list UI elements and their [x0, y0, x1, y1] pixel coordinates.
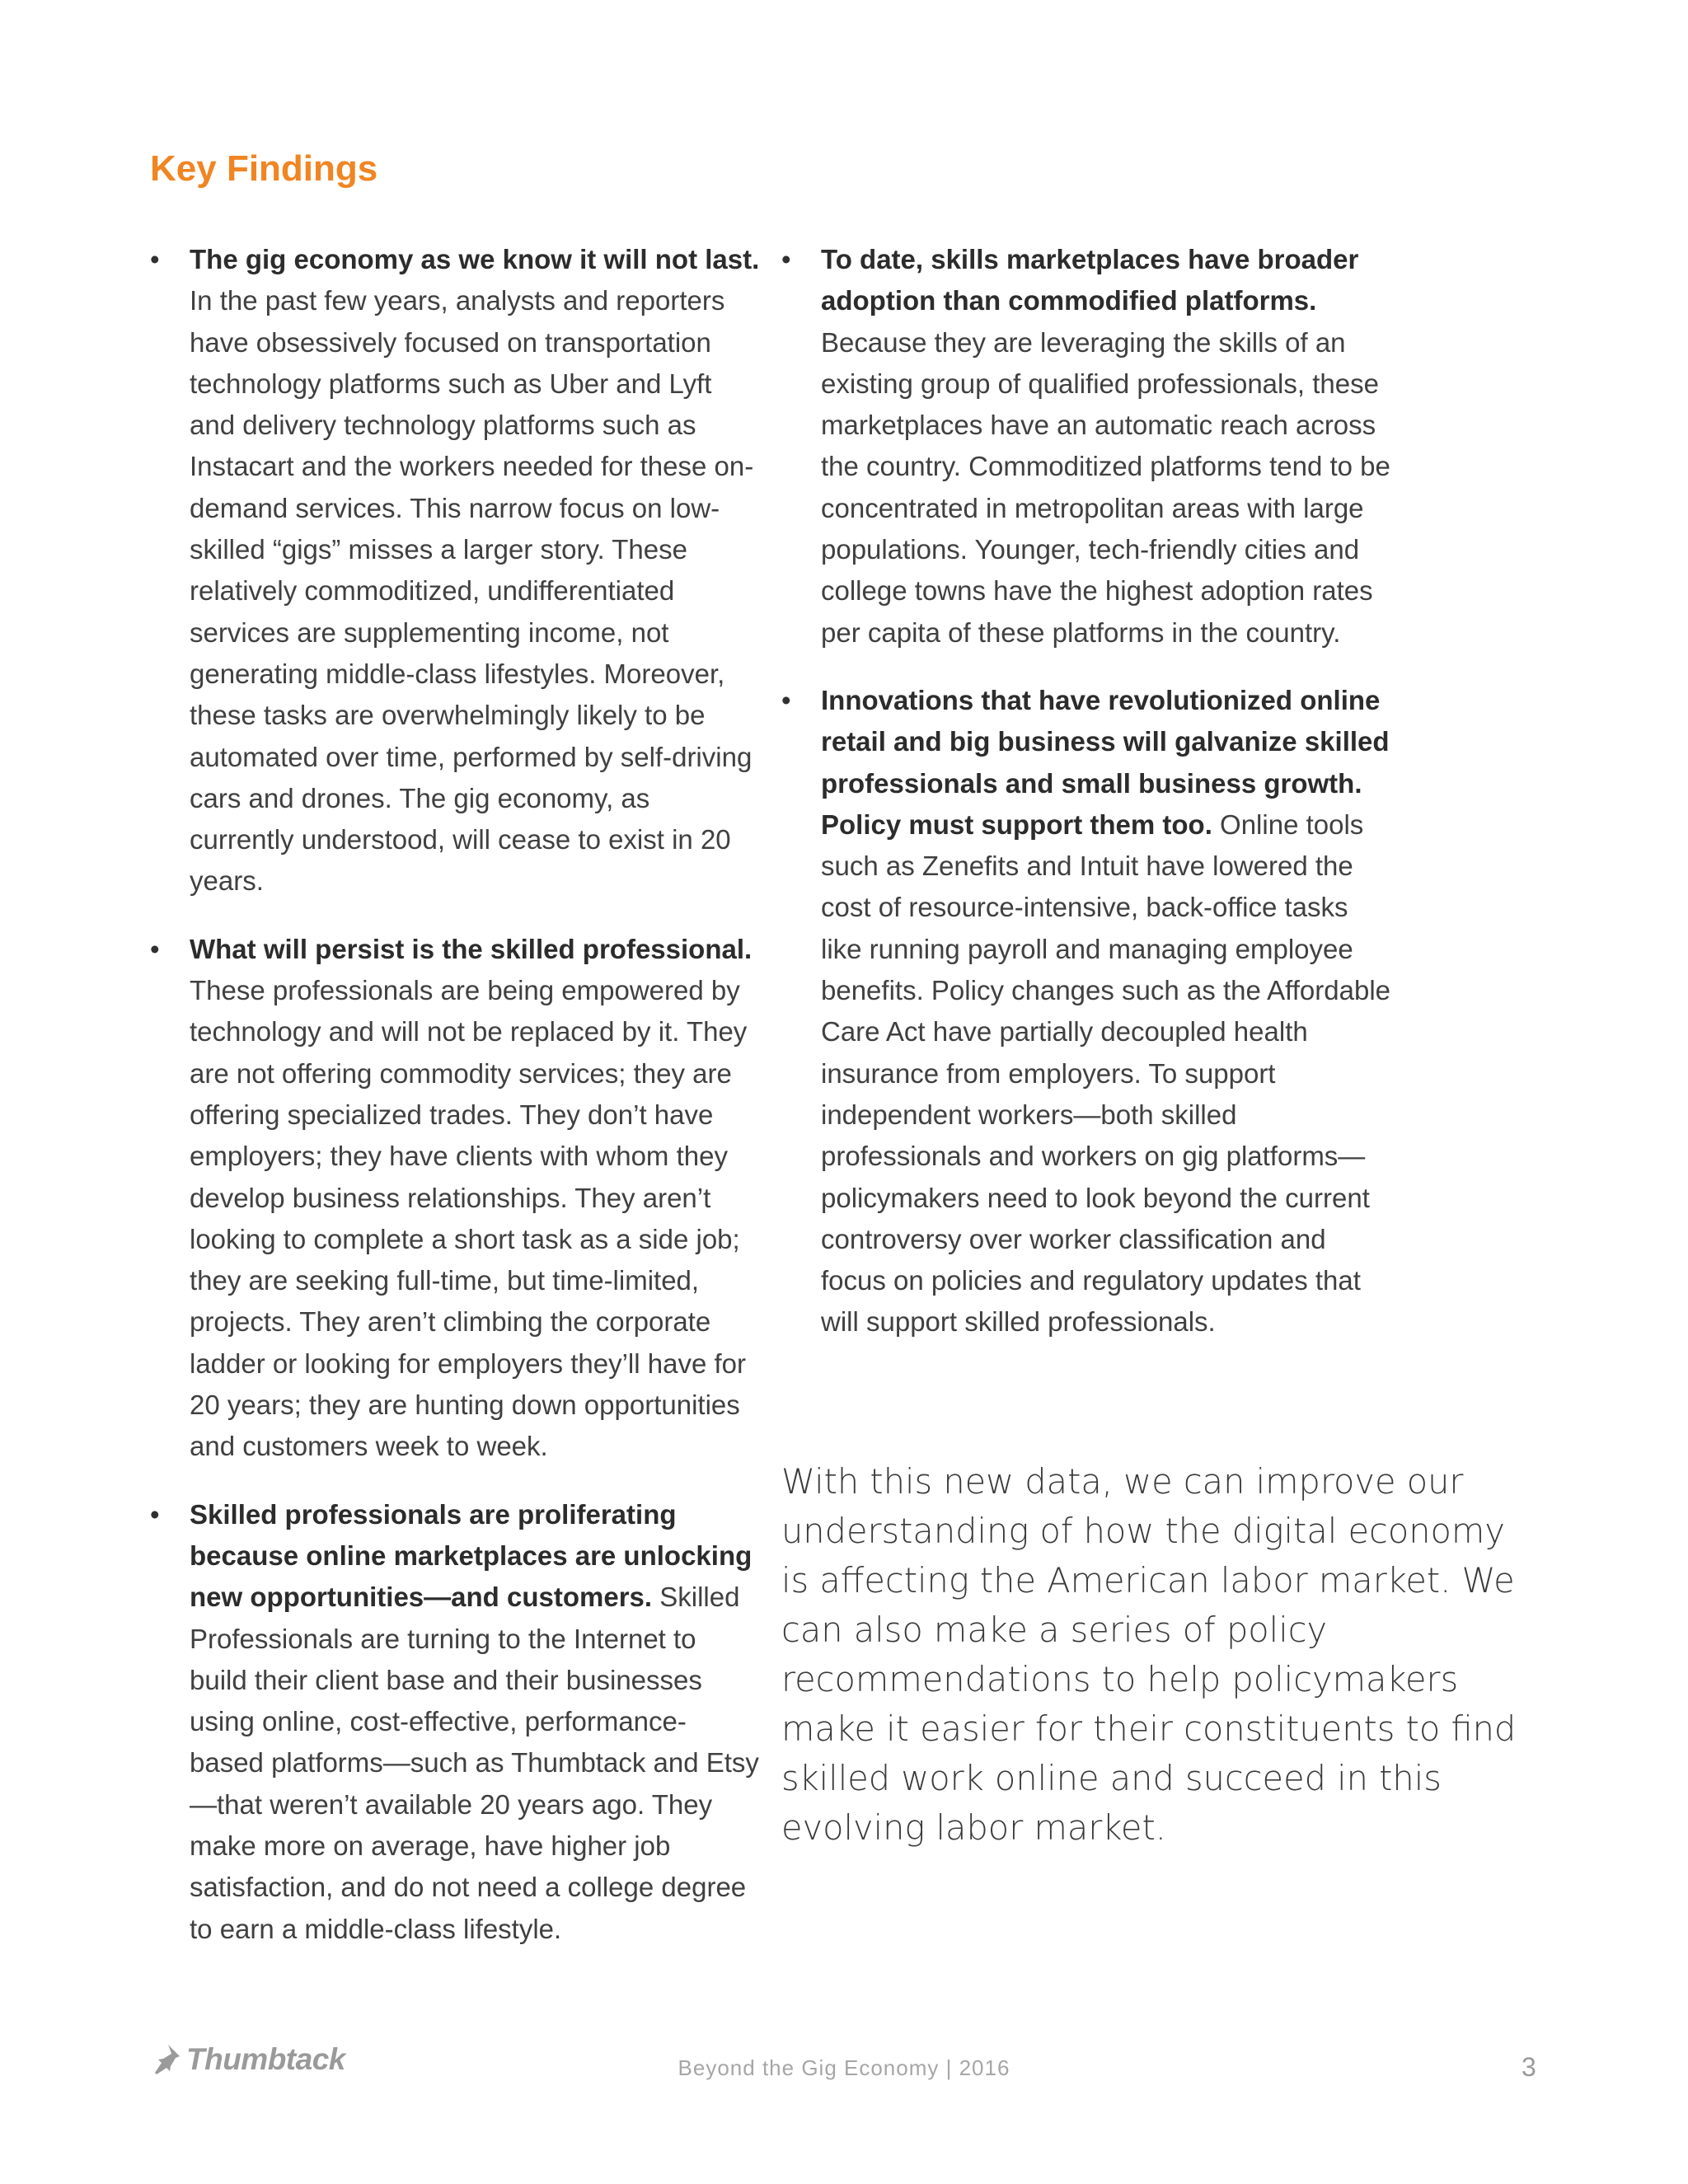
- finding-heading: The gig economy as we know it will not last.: [190, 244, 760, 274]
- page-number: 3: [1522, 2052, 1536, 2082]
- bullet-icon: •: [781, 684, 791, 715]
- findings-left-column: [150, 239, 760, 1976]
- finding-body: Online tools such as Zenefits and Intuit have lowered the cost of resource-intensive, back-office tasks like running payroll and managing employee benefits. Policy changes such as the Affordable Care Act have partially decoupled health insurance from employers. To support independent workers—both skilled professionals and workers on gig platforms—policymakers need to look beyond the current controversy over worker classification and focus on policies and regulatory updates that will support skilled professionals.: [821, 808, 1391, 1338]
- footer-title: Beyond the Gig Economy | 2016: [678, 2055, 1010, 2080]
- page-title: Key Findings: [150, 148, 378, 189]
- bullet-icon: •: [781, 244, 791, 274]
- bullet-icon: •: [150, 933, 160, 964]
- finding-item: [150, 929, 760, 1468]
- bullet-icon: •: [150, 244, 160, 274]
- finding-heading: To date, skills marketplaces have broader adoption than commodified platforms.: [821, 244, 1359, 316]
- finding-heading: What will persist is the skilled professional.: [190, 933, 753, 964]
- finding-heading: Skilled professionals are proliferating because online marketplaces are unlocking new opportunities—and customers.: [190, 1498, 753, 1613]
- finding-body: In the past few years, analysts and reporters have obsessively focused on transportation technology platforms such as Uber and Lyft and delivery technology platforms such as Instacart and the workers needed for these on-demand services. This narrow focus on low-skilled “gigs” misses a larger story. These relatively commoditized, undifferentiated services are supplementing income, not generating middle-class lifestyles. Moreover, these tasks are overwhelmingly likely to be automated over time, performed by self-driving cars and drones. The gig economy, as currently understood, will cease to exist in 20 years.: [190, 285, 754, 897]
- finding-body: These professionals are being empowered by technology and will not be replaced by it. They are not offering commodity services; they are offering specialized trades. They don’t have employers; they have clients with whom they develop business relationships. They aren’t looking to complete a short task as a side job; they are seeking full-time, but time-limited, projects. They aren’t climbing the corporate ladder or looking for employers they’ll have for 20 years; they are hunting down opportunities and customers week to week.: [190, 975, 748, 1462]
- finding-item: [781, 239, 1391, 654]
- bullet-icon: •: [150, 1498, 160, 1530]
- finding-item: [781, 680, 1391, 1343]
- finding-heading: Innovations that have revolutionized online retail and big business will galvanize skilled professionals and small business growth. Policy must support them too.: [821, 684, 1390, 840]
- summary-paragraph: With this new data, we can improve our understanding of how the digital economy is affecting the American labor market. We can also make a series of policy recommendations to help policymakers make it easier for their constituents to find skilled work online and succeed in this evolving labor market.: [781, 1461, 1517, 1848]
- findings-right-column: [781, 239, 1391, 1370]
- finding-item: [150, 1494, 760, 1950]
- finding-item: [150, 239, 760, 902]
- finding-body: Skilled Professionals are turning to the Internet to build their client base and their businesses using online, cost-effective, performance-based platforms—such as Thumbtack and Etsy—that weren’t available 20 years ago. They make more on average, have higher job satisfaction, and do not need a college degree to earn a middle-class lifestyle.: [190, 1582, 759, 1944]
- finding-body: Because they are leveraging the skills of an existing group of qualified professionals, these marketplaces have an automatic reach across the country. Commoditized platforms tend to be concentrated in metropolitan areas with large populations. Younger, tech-friendly cities and college towns have the highest adoption rates per capita of these platforms in the country.: [821, 326, 1390, 648]
- logo-text: Thumbtack: [186, 2042, 345, 2076]
